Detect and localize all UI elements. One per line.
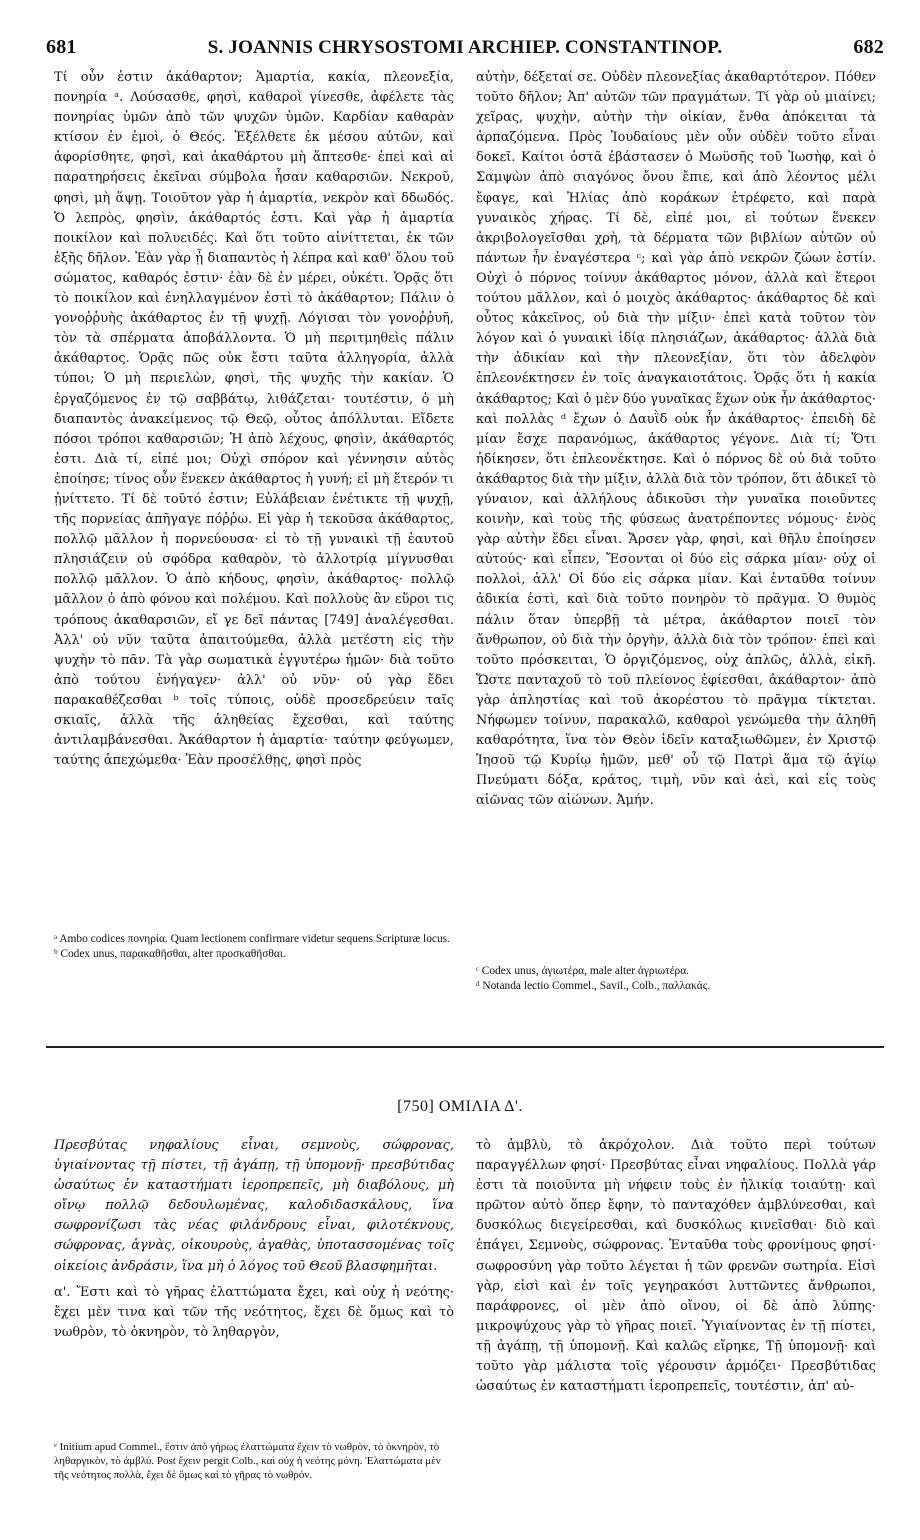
right-page-number: 682	[853, 36, 884, 58]
footnotes-right-top	[476, 964, 876, 993]
scripture-lemma: Πρεσβύτας νηφαλίους εἶναι, σεμνοὺς, σώφρονας, ὑγιαίνοντας τῇ πίστει, τῇ ἀγάπῃ, τῇ ὑπομονῇ· πρεσβύτιδας ὡσαύτως ἐν καταστήματι ἱεροπρεπεῖς, μὴ διαβόλους, μὴ οἴνῳ πολλῷ δεδουλωμένας, καλοδιδασκάλους, ἵνα σωφρονίζωσι τὰς νέας φιλάνδρους εἶναι, φιλοτέκνους, σώφρονας, ἁγνὰς, οἰκουροὺς, ἀγαθὰς, ὑποτασσομένας τοῖς οἰκείοις ἀνδράσιν, ἵνα μὴ ὁ λόγος τοῦ Θεοῦ βλασφημῆται.	[54, 1138, 454, 1274]
right-column-top-text: αὐτὴν, δέξεταί σε. Οὐδὲν πλεονεξίας ἀκαθαρτότερον. Πόθεν τοῦτο δῆλον; Ἀπ' αὐτῶν τῶν πραγμάτων. Τί γὰρ οὐ μιαίνει; χεῖρας, ψυχὴν, αὐτὴν τὴν οἰκίαν, ἔνθα ἀπόκειται τὰ ἁρπαζόμενα. Πρὸς Ἰουδαίους μὲν οὖν οὐδὲν τοῦτο εἶναι δοκεῖ. Καίτοι ὀστᾶ ἐβάστασεν ὁ Μωϋσῆς τοῦ Ἰωσὴφ, καὶ ὁ Σαμψὼν ἀπὸ σιαγόνος ὄνου ἔπιε, καὶ ἀπὸ λέοντος μέλι ἔφαγε, καὶ Ἠλίας ἀπὸ κοράκων ἐτρέφετο, καὶ παρὰ γυναικὸς χήρας. Τί δὲ, εἰπέ μοι, εἰ τούτων ἕνεκεν ἀκριβολογεῖσθαι χρὴ, τὰ δέρματα τῶν βιβλίων αὐτῶν οὐ πάντων ἦν ἐναγέστερα ᶜ; καὶ γὰρ ἀπὸ νεκρῶν ζώων ἐστίν. Οὐχὶ ὁ πόρνος τοίνυν ἀκάθαρτος μόνον, ἀλλὰ καὶ ἕτεροι τούτου μᾶλλον, καὶ ὁ μοιχὸς ἀκάθαρτος· ἀκάθαρτος δὲ καὶ οὗτος κἀκεῖνος, οὐ διὰ τὴν μίξιν· ἐπεὶ κατὰ τοῦτον τὸν λόγον καὶ ὁ γυναικὶ ἰδίᾳ πλησιάζων, ἀκάθαρτος· ἀλλὰ διὰ τὴν ἀδικίαν καὶ τὴν πλεονεξίαν, ὅτι τὸν ἀδελφὸν ἐπλεονέκτησεν ἐν τοῖς ἀναγκαιοτάτοις. Ὁρᾷς ὅτι ἡ κακία ἀκάθαρτος; Καὶ ὁ μὲν δύο γυναῖκας ἔχων οὐκ ἦν ἀκάθαρτος· καὶ πολλὰς ᵈ ἔχων ὁ Δαυῒδ οὐκ ἦν ἀκάθαρτος· ἐπειδὴ δὲ μίαν ἔσχε παρανόμως, ἀκάθαρτος γέγονε. Διὰ τί; Ὅτι ἠδίκησεν, ὅτι ἐπλεονέκτησε. Καὶ ὁ πόρνος δὲ οὐ διὰ τοῦτο ἀκάθαρτος διὰ τὴν μίξιν, ἀλλὰ διὰ τὸν τρόπον, ὅτι ἀδικεῖ τὸ γύναιον, καὶ ἀλλήλους ἀδικοῦσι τὴν γυναῖκα ποιοῦντες κοινὴν, καὶ τοὺς τῆς φύσεως ἀνατρέποντες νόμους· ἑνὸς γὰρ αὐτὴν ἔδει εἶναι. Ἄρσεν γὰρ, φησὶ, καὶ θῆλυ ἐποίησεν αὐτούς· καὶ εἶπεν, Ἔσονται οἱ δύο εἰς σάρκα μίαν· οὐχ οἱ πολλοὶ, ἀλλ' Οἱ δύο εἰς σάρκα μίαν. Καὶ ἐνταῦθα τοίνυν ἀδικία ἐστὶ, καὶ διὰ τοῦτο πονηρὸν τὸ πρᾶγμα. Ὁ θυμὸς πάλιν ὅταν ὑπερβῇ τὰ μέτρα, ἀκάθαρτον ποιεῖ τὸν ἄνθρωπον, οὐ διὰ τὴν ὀργὴν, ἀλλὰ διὰ τὸν τρόπον· ἐπεὶ καὶ τοῦτο πρόσκειται, Ὁ ὀργιζόμενος, οὐχ ἁπλῶς, ἀλλὰ, εἰκῆ. Ὥστε πανταχοῦ τὸ τοῦ πλείονος ἐφίεσθαι, ἀκάθαρτον· ἀπὸ γὰρ ἀπληστίας καὶ τοῦ ἀκορέστου τὸ πρᾶγμα τίκτεται. Νήφωμεν τοίνυν, παρακαλῶ, καθαροὶ γενώμεθα τὴν ἀληθῆ καθαρότητα, ἵνα τὸν Θεὸν ἰδεῖν καταξιωθῶμεν, ἐν Χριστῷ Ἰησοῦ τῷ Κυρίῳ ἡμῶν, μεθ' οὗ τῷ Πατρὶ ἅμα τῷ ἁγίῳ Πνεύματι δόξα, κράτος, τιμὴ, νῦν καὶ ἀεὶ, καὶ εἰς τοὺς αἰῶνας τῶν αἰώνων. Ἀμήν.	[476, 70, 876, 809]
footnote-e: ᵉ Initium apud Commel., ἔστιν ἀπὸ γήρως ἐλαττώματα ἔχειν τὸ νωθρὸν, τὸ ὀκνηρὸν, τὸ ληθαργικὸν, τὸ ἀμβλύ. Post ἔχειν pergit Colb., καὶ οὐχ ἡ νεότης μόνη. Ἐλαττώματα μὲν τῆς νεότητος πολλὰ, ἔχει δὲ ὅμως καὶ τὸ γῆρας τὸ νωθρόν.	[54, 1441, 441, 1481]
footnote-d: ᵈ Notanda lectio Commel., Savil., Colb., παλλακάς.	[476, 979, 711, 992]
right-column-bottom-text: τὸ ἀμβλὺ, τὸ ἀκρόχολον. Διὰ τοῦτο περὶ τούτων παραγγέλλων φησί· Πρεσβύτας εἶναι νηφαλίους. Πολλὰ γάρ ἐστι τὰ ποιοῦντα μὴ νήφειν τοὺς ἐν ἡλικίᾳ τοιαύτῃ· καὶ πρῶτον αὐτὸ ὅπερ ἔφην, τὸ πανταχόθεν ἀμβλύνεσθαι, καὶ δυσκόλως διεγείρεσθαι, καὶ δυσκόλως κινεῖσθαι· διὸ καὶ ἐπάγει, Σεμνοὺς, σώφρονας. Ἐνταῦθα τοὺς φρονίμους φησί· σωφροσύνη γὰρ τοῦτο λέγεται ἡ τῶν φρενῶν σωτηρία. Εἰσὶ γὰρ, εἰσὶ καὶ ἐν τοῖς γεγηρακόσι λυττῶντες ἄνθρωποι, παράφρονες, οἱ μὲν ἀπὸ οἴνου, οἱ δὲ ἀπὸ λύπης· μικροψύχους γὰρ τὸ γῆρας ποιεῖ. Ὑγιαίνοντας ἐν τῇ πίστει, τῇ ἀγάπῃ, τῇ ὑπομονῇ. Καὶ καλῶς εἴρηκε, Τῇ ὑπομονῇ· καὶ τοῦτο γὰρ μάλιστα τοῖς γέρουσιν ἁρμόζει· Πρεσβύτιδας ὡσαύτως ἐν καταστήματι ἱεροπρεπεῖς, τουτέστιν, ἀπ' αὐ-	[476, 1138, 876, 1395]
left-column-bottom	[54, 1136, 454, 1436]
footnotes-left-top	[54, 932, 454, 961]
running-title: S. JOANNIS CHRYSOSTOMI ARCHIEP. CONSTANTINOP.	[207, 37, 723, 58]
left-column-bottom-text: α'. Ἔστι καὶ τὸ γῆρας ἐλαττώματα ἔχει, καὶ οὐχ ἡ νεότης· ἔχει μὲν τινα καὶ τῶν τῆς νεότητος, ἔχει δὲ ὅμως καὶ τὸ νωθρὸν, τὸ ὀκνηρὸν, τὸ ληθαργὸν,	[54, 1284, 454, 1340]
right-column-top	[476, 68, 876, 948]
left-column-top-text: Τί οὖν ἐστιν ἀκάθαρτον; Ἁμαρτία, κακία, πλεονεξία, πονηρία ᵃ. Λούσασθε, φησὶ, καθαροὶ γίνεσθε, ἀφέλετε τὰς πονηρίας ὑμῶν ἀπὸ τῶν ψυχῶν ὑμῶν. Καρδίαν καθαρὰν κτίσον ἐν ἐμοὶ, ὁ Θεός. Ἐξέλθετε ἐκ μέσου αὐτῶν, καὶ ἀφορίσθητε, φησὶ, καὶ ἀκαθάρτου μὴ ἅπτεσθε· ἐπεὶ καὶ αἱ παρατηρήσεις ἐκεῖναι σύμβολα ἦσαν καθαρσιῶν. Νεκροῦ, φησὶ, μὴ ἅψῃ. Τοιοῦτον γὰρ ἡ ἁμαρτία, νεκρὸν καὶ δδωδός. Ὁ λεπρὸς, φησὶν, ἀκάθαρτός ἐστι. Καὶ γὰρ ἡ ἁμαρτία ποικίλον καὶ πολυειδές. Καὶ ὅτι τοῦτο αἰνίττεται, ἐκ τῶν ἑξῆς δῆλον. Ἐὰν γὰρ ᾖ διαπαντὸς ἡ λέπρα καὶ καθ' ὅλου τοῦ σώματος, καθαρός ἐστιν· ἐὰν δὲ ἐν μέρει, οὐκέτι. Ὁρᾷς ὅτι τὸ ποικίλον καὶ ἐνηλλαγμένον ἐστὶ τὸ ἀκάθαρτον; Πάλιν ὁ γονοῤῥυὴς ἀκάθαρτος ἐν τῇ ψυχῇ. Λόγισαι τὸν γονοῤῥυῆ, τὸν τὰ σπέρματα ἀποβάλλοντα. Ὁ μὴ περιτμηθεὶς πάλιν ἀκάθαρτος. Ὁρᾷς πῶς οὐκ ἔστι ταῦτα ἀλληγορία, ἀλλὰ τύποι; Ὁ μὴ περιελὼν, φησὶ, τῆς ψυχῆς τὴν κακίαν. Ὁ ἐργαζόμενος ἐν τῷ σαββάτῳ, λιθάζεται· τουτέστιν, ὁ μὴ διαπαντὸς ἀνακείμενος τῷ Θεῷ, οὗτος ἀπόλλυται. Εἴδετε πόσοι τρόποι καθαρσιῶν; Ἡ ἀπὸ λέχους, φησὶν, ἀκάθαρτός ἐστι. Διὰ τί, εἰπέ μοι; Οὐχὶ σπόρον καὶ γέννησιν αὐτὸς ἐποίησε; τίνος οὖν ἕνεκεν ἀκάθαρτος ἡ γυνή; εἰ μὴ ἕτερόν τι ᾐνίττετο. Τί δὲ τοῦτό ἐστιν; Εὐλάβειαν ἐνέτικτε τῇ ψυχῇ, τῆς πορνείας ἀπῆγαγε πόῤῥω. Εἰ γὰρ ἡ τεκοῦσα ἀκάθαρτος, πολλῷ μᾶλλον ἡ πορνεύουσα· εἰ τὸ τῇ γυναικὶ τῇ ἑαυτοῦ πλησιάζειν οὐ σφόδρα καθαρὸν, τὸ ἀλλοτρίᾳ μίγνυσθαι πολλῷ μᾶλλον. Ὁ ἀπὸ κήδους, φησὶν, ἀκάθαρτος· πολλῷ μᾶλλον ὁ ἀπὸ φόνου καὶ πολέμου. Καὶ πολλοὺς ἂν εὕροι τις τρόπους ἀκαθαρσιῶν, εἴ γε δεῖ πάντας [749] ἀναλέγεσθαι. Ἀλλ' οὐ νῦν ταῦτα ἀπαιτούμεθα, ἀλλὰ μετέστη εἰς τὴν ψυχὴν τὸ πᾶν. Τὰ γὰρ σωματικὰ ἐγγυτέρω ἡμῶν· διὰ τοῦτο ἀπὸ τούτου ἐνήγαγεν· ἀλλ' οὐ νῦν· οὐ γὰρ ἔδει παρακαθέζεσθαι ᵇ τοῖς τύποις, οὐδὲ προσεδρεύειν ταῖς σκιαῖς, ἀλλὰ τῆς ἀληθείας ἔχεσθαι, καὶ ταύτης ἀντιλαμβάνεσθαι. Ἀκάθαρτον ἡ ἁμαρτία· ταύτην φεύγωμεν, ταύτης ἀπεχώμεθα· Ἐὰν προσέλθῃς, φησὶ πρὸς	[54, 70, 454, 769]
section-divider	[46, 1046, 884, 1048]
homily-heading: [750] ΟΜΙΛΙΑ Δ'.	[397, 1098, 523, 1115]
footnote-b: ᵇ Codex unus, παρακαθῆσθαι, alter προσκαθῆσθαι.	[54, 947, 286, 960]
running-head	[46, 36, 884, 64]
footnote-a: ᵃ Ambo codices πονηρία. Quam lectionem confirmare videtur sequens Scripturæ locus.	[54, 933, 450, 945]
left-column-top	[54, 68, 454, 928]
left-page-number: 681	[46, 36, 77, 58]
right-column-bottom	[476, 1136, 876, 1496]
footnote-c: ᶜ Codex unus, ἀγιωτέρα, male alter ἀγριωτέρα.	[476, 965, 690, 977]
